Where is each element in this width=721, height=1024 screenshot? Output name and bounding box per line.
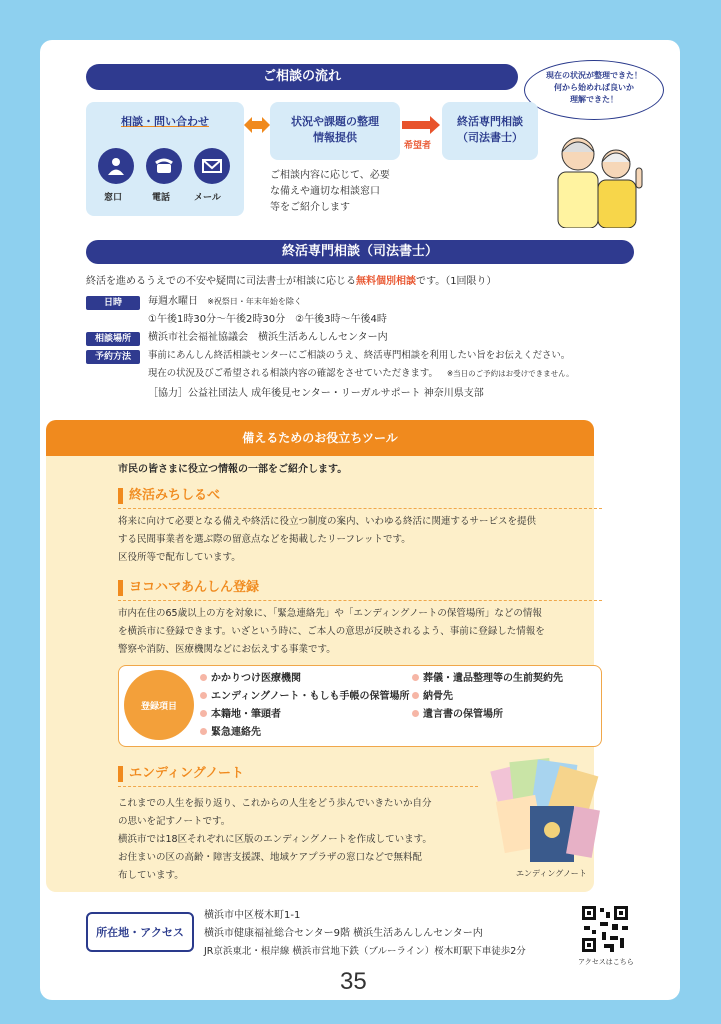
date-note: ※祝祭日・年末年始を除く: [207, 297, 302, 306]
reg-item-right-2: 納骨先: [412, 690, 453, 704]
reg-item-right-1: 葬儀・遺品整理等の生前契約先: [412, 672, 563, 686]
registration-label: [124, 670, 194, 740]
anshin-rule: [118, 600, 602, 601]
step2-note-line1: ご相談内容に応じて、必要: [270, 170, 390, 181]
access-line3: JR京浜東北・根岸線 横浜市営地下鉄（ブルーライン）桜木町駅下車徒歩2分: [204, 946, 526, 957]
consult-title: 終活専門相談（司法書士）: [281, 244, 438, 259]
elderly-couple-illustration: [540, 124, 650, 228]
flow-title-band: [86, 64, 518, 90]
mail-icon: [194, 148, 230, 184]
reg-item-left-1: かかりつけ医療機関: [200, 672, 301, 686]
step3-title-line2: （司法書士）: [457, 131, 523, 144]
reg-item-right-3: 遺言書の保管場所: [412, 708, 503, 722]
arrow-label: 希望者: [404, 141, 432, 151]
step2-note-line3: 等をご紹介します: [270, 202, 350, 213]
bubble-line2: 何から始めれば良いか: [554, 83, 634, 92]
note-line2: の思いを記すノートです。: [118, 816, 231, 827]
date-tag: 日時: [86, 296, 140, 310]
place-value: 横浜市社会福祉協議会 横浜生活あんしんセンター内: [148, 332, 388, 343]
guide-line1: 将来に向けて必要となる備えや終活に役立つ制度の案内、いわゆる終活に関連するサービスを提供: [118, 516, 537, 527]
note-line5: 布しています。: [118, 870, 184, 881]
anshin-title: ヨコハマあんしん登録: [118, 580, 259, 596]
flow-title: ご相談の流れ: [262, 69, 341, 84]
qr-caption: アクセスはこちら: [578, 958, 634, 966]
channel-counter: 窓口: [104, 193, 123, 203]
anshin-line1: 市内在住の65歳以上の方を対象に、「緊急連絡先」や「エンディングノートの保管場所」などの情報: [118, 608, 542, 619]
reserve-tag: 予約方法: [86, 350, 140, 364]
cooperation: ［協力］公益社団法人 成年後見センター・リーガルサポート 神奈川県支部: [148, 388, 484, 399]
access-label-text: 所在地・アクセス: [96, 926, 184, 939]
consult-title-band: [86, 240, 634, 264]
phone-icon: [146, 148, 182, 184]
place-tag: 相談場所: [86, 332, 140, 346]
anshin-line3: 警察や消防、医療機関などにお伝えする事業です。: [118, 644, 336, 655]
note-rule: [118, 786, 478, 787]
anshin-line2: を横浜市に登録できます。いざという時に、ご本人の意思が反映されるよう、事前に登録した情報を: [118, 626, 545, 637]
tools-title: 備えるためのお役立ちツール: [46, 420, 594, 456]
note-caption: エンディングノート: [516, 869, 587, 878]
access-line1: 横浜市中区桜木町1-1: [204, 910, 301, 921]
date-day: 毎週水曜日: [148, 296, 198, 307]
reg-item-left-4: 緊急連絡先: [200, 726, 261, 740]
access-line2: 横浜市健康福祉総合センター9階 横浜生活あんしんセンター内: [204, 928, 483, 939]
bubble-line1: 現在の状況が整理できた！: [546, 71, 642, 80]
guide-title: 終活みちしるべ: [118, 488, 220, 504]
channel-mail: メール: [194, 193, 221, 203]
step1-title: 相談・問い合わせ: [121, 115, 209, 128]
access-label: [86, 912, 194, 952]
channel-phone: 電話: [152, 193, 171, 203]
guide-line2: する民間事業者を選ぶ際の留意点などを掲載したリーフレットです。: [118, 534, 411, 545]
step2-title-line1: 状況や課題の整理: [291, 115, 379, 128]
reserve-note: ※当日のご予約はお受けできません。: [446, 369, 574, 378]
note-line3: 横浜市では18区それぞれに区版のエンディングノートを作成しています。: [118, 834, 432, 845]
flow-step-specialist: [442, 102, 538, 160]
note-title: エンディングノート: [118, 766, 244, 782]
guide-rule: [118, 508, 602, 509]
intro-highlight: 無料個別相談: [356, 276, 416, 287]
double-arrow-icon: [244, 116, 270, 134]
intro-prefix: 終活を進めるうえでの不安や疑問に司法書士が相談に応じる: [86, 276, 356, 287]
intro-suffix: です。（1回限り）: [416, 276, 497, 287]
person-icon: [98, 148, 134, 184]
date-value: [148, 294, 302, 310]
consult-intro: [86, 274, 497, 290]
reg-item-left-2: エンディングノート・もしも手帳の保管場所: [200, 690, 410, 704]
tools-intro: 市民の皆さまに役立つ情報の一部をご紹介します。: [118, 464, 348, 475]
registration-label-text: 登録項目: [140, 701, 177, 712]
qr-code-icon[interactable]: [580, 904, 630, 954]
reg-item-left-3: 本籍地・筆頭者: [200, 708, 281, 722]
guide-line3: 区役所等で配布しています。: [118, 552, 241, 563]
step3-title-line1: 終活専門相談: [457, 115, 523, 128]
step2-note-line2: な備えや適切な相談窓口: [270, 186, 380, 197]
bubble-line3: 理解できた！: [570, 95, 618, 104]
reserve-line1: 事前にあんしん終活相談センターにご相談のうえ、終活専門相談を利用したい旨をお伝えください。: [148, 350, 571, 361]
note-line4: お住まいの区の高齢・障害支援課、地域ケアプラザの窓口などで無料配: [118, 852, 423, 863]
note-line1: これまでの人生を振り返り、これからの人生をどう歩んでいきたいか自分: [118, 798, 432, 809]
flow-step-organize: [270, 102, 400, 160]
speech-bubble: [524, 60, 664, 120]
page-number: 35: [340, 968, 367, 995]
arrow-right-icon: [402, 116, 440, 134]
step2-title-line2: 情報提供: [313, 131, 357, 144]
reserve-line2: [148, 366, 574, 382]
reserve-line2-text: 現在の状況及びご希望される相談内容の確認をさせていただきます。: [148, 368, 438, 379]
ending-note-booklets-image: [490, 756, 600, 866]
date-times: ①午後1時30分〜午後2時30分 ②午後3時〜午後4時: [148, 314, 387, 325]
